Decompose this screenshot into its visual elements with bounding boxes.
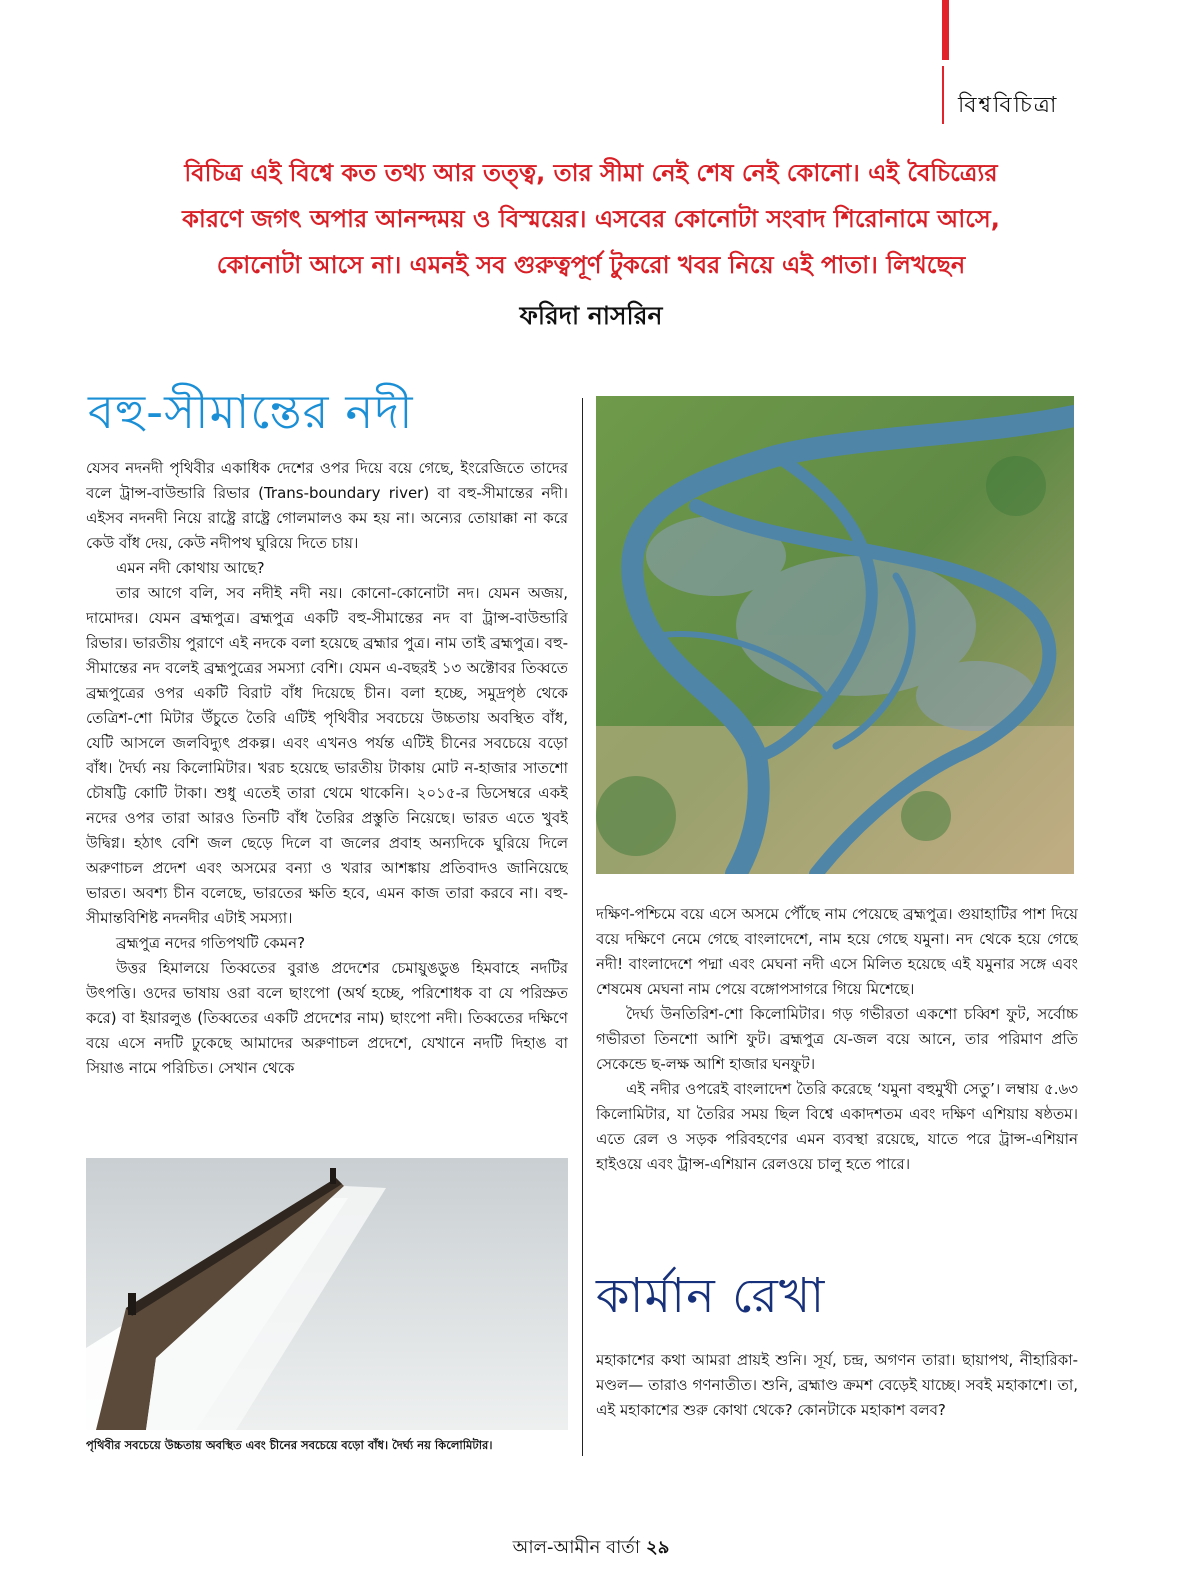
header-red-bar bbox=[942, 0, 949, 60]
dam-photo bbox=[86, 1158, 568, 1430]
article-body-right bbox=[596, 902, 1078, 1232]
paragraph: এই নদীর ওপরেই বাংলাদেশ তৈরি করেছে ‘যমুনা বহুমুখী সেতু’। লম্বায় ৫.৬৩ কিলোমিটার, যা তৈরির সময় ছিল বিশ্বে একাদশতম এবং দক্ষিণ এশিয়ায় ষষ্ঠতম। এতে রেল ও সড়ক পরিবহণের এমন ব্যবস্থা রয়েছে, যাতে পরে ট্রান্স-এশিয়ান হাইওয়ে এবং ট্রান্স-এশিয়ান রেলওয়ে চালু হতে পারে। bbox=[596, 1080, 1078, 1173]
article-title-river: বহু-সীমান্তের নদী bbox=[88, 385, 414, 440]
page-number: ২৯ bbox=[646, 1537, 670, 1558]
author-name: ফরিদা নাসরিন bbox=[519, 301, 663, 330]
article-title-karman: কার্মান রেখা bbox=[596, 1268, 826, 1324]
article-body-left bbox=[86, 456, 568, 1161]
column-divider bbox=[582, 398, 583, 1456]
subheading: ব্রহ্মপুত্র নদের গতিপথটি কেমন? bbox=[116, 934, 306, 952]
magazine-name: আল-আমীন বার্তা bbox=[512, 1537, 641, 1558]
article-body-karman bbox=[596, 1348, 1078, 1458]
intro-line: বিচিত্র এই বিশ্বে কত তথ্য আর তত্ত্ব, তার সীমা নেই শেষ নেই কোনো। এই বৈচিত্র্যের bbox=[184, 159, 998, 187]
intro-line: কোনোটা আসে না। এমনই সব গুরুত্বপূর্ণ টুকরো খবর নিয়ে এই পাতা। লিখছেন bbox=[216, 251, 966, 279]
intro-blurb bbox=[100, 150, 1082, 288]
paragraph: উত্তর হিমালয়ে তিব্বতের বুরাঙ প্রদেশের চেমায়ুঙডুঙ হিমবাহে নদটির উৎপত্তি। ওদের ভাষায় ওরা বলে ছাংপো (অর্থ হচ্ছে, পরিশোধক বা যে পরিস্রুত করে) বা ইয়ারলুঙ (তিব্বতের একটি প্রদেশের নাম) ছাংপো নদী। তিব্বতের দক্ষিণে বয়ে এসে নদটি ঢুকেছে আমাদের অরুণাচল প্রদেশে, যেখানে নদটি দিহাঙ বা সিয়াঙ নামে পরিচিত। সেখান থেকে bbox=[86, 959, 568, 1077]
subheading: এমন নদী কোথায় আছে? bbox=[116, 559, 265, 577]
paragraph: যেসব নদনদী পৃথিবীর একাধিক দেশের ওপর দিয়ে বয়ে গেছে, ইংরেজিতে তাদের বলে ট্রান্স-বাউন্ডারি রিভার (Trans-boundary river) বা বহু-সীমান্তের নদী। এইসব নদনদী নিয়ে রাষ্ট্রে রাষ্ট্রে গোলমালও কম হয় না। অন্যের তোয়াক্কা না করে কেউ বাঁধ দেয়, কেউ নদীপথ ঘুরিয়ে দিতে চায়। bbox=[86, 459, 568, 552]
river-satellite-image bbox=[596, 396, 1074, 874]
paragraph: মহাকাশের কথা আমরা প্রায়ই শুনি। সূর্য, চন্দ্র, অগণন তারা। ছায়াপথ, নীহারিকা-মণ্ডল— তারাও গণনাতীত। শুনি, ব্রহ্মাণ্ড ক্রমশ বেড়েই যাচ্ছে। সবই মহাকাশে। তা, এই মহাকাশের শুরু কোথা থেকে? কোনটাকে মহাকাশ বলব? bbox=[596, 1351, 1078, 1419]
page-footer bbox=[0, 1533, 1182, 1564]
paragraph: দক্ষিণ-পশ্চিমে বয়ে এসে অসমে পৌঁছে নাম পেয়েছে ব্রহ্মপুত্র। গুয়াহাটির পাশ দিয়ে বয়ে দক্ষিণে নেমে গেছে বাংলাদেশে, নাম হয়ে গেছে যমুনা। নদ থেকে হয়ে গেছে নদী! বাংলাদেশে পদ্মা এবং মেঘনা নদী এসে মিলিত হয়েছে এই যমুনার সঙ্গে এবং শেষমেষ মেঘনা নাম পেয়ে বঙ্গোপসাগরে গিয়ে মিশেছে। bbox=[596, 905, 1078, 998]
paragraph: দৈর্ঘ্য উনতিরিশ-শো কিলোমিটার। গড় গভীরতা একশো চব্বিশ ফুট, সর্বোচ্চ গভীরতা তিনশো আশি ফুট। ব্রহ্মপুত্র যে-জল বয়ে আনে, তার পরিমাণ প্রতি সেকেন্ডে ছ-লক্ষ আশি হাজার ঘনফুট। bbox=[596, 1005, 1078, 1073]
header-rule bbox=[942, 66, 944, 124]
dam-caption: পৃথিবীর সবচেয়ে উচ্চতায় অবস্থিত এবং চীনের সবচেয়ে বড়ো বাঁধ। দৈর্ঘ্য নয় কিলোমিটার। bbox=[86, 1438, 493, 1452]
intro-line: কারণে জগৎ অপার আনন্দময় ও বিস্ময়ের। এসবের কোনোটা সংবাদ শিরোনামে আসে, bbox=[182, 205, 1000, 233]
section-label: বিশ্ববিচিত্রা bbox=[958, 93, 1059, 118]
paragraph: তার আগে বলি, সব নদীই নদী নয়। কোনো-কোনোটা নদ। যেমন অজয়, দামোদর। যেমন ব্রহ্মপুত্র। ব্রহ্মপুত্র একটি বহু-সীমান্তের নদ বা ট্রান্স-বাউন্ডারি রিভার। ভারতীয় পুরাণে এই নদকে বলা হয়েছে ব্রহ্মার পুত্র। নাম তাই ব্রহ্মপুত্র। বহু-সীমান্তের নদ বলেই ব্রহ্মপুত্রের সমস্যা বেশি। যেমন এ-বছরই ১৩ অক্টোবর তিব্বতে ব্রহ্মপুত্রের ওপর একটি বিরাট বাঁধ দিয়েছে চীন। বলা হচ্ছে, সমুদ্রপৃষ্ঠ থেকে তেত্রিশ-শো মিটার উঁচুতে তৈরি এটিই পৃথিবীর সবচেয়ে উচ্চতায় অবস্থিত বাঁধ, যেটি আসলে জলবিদ্যুৎ প্রকল্প। এবং এখনও পর্যন্ত এটিই চীনের সবচেয়ে বড়ো বাঁধ। দৈর্ঘ্য নয় কিলোমিটার। খরচ হয়েছে ভারতীয় টাকায় মোট ন-হাজার সাতশো চৌষট্টি কোটি টাকা। শুধু এতেই তারা থেমে থাকেনি। ২০১৫-র ডিসেম্বরে একই নদের ওপর তারা আরও তিনটি বাঁধ তৈরির প্রস্তুতি নিয়েছে। ভারত এতে খুবই উদ্বিগ্ন। হঠাৎ বেশি জল ছেড়ে দিলে বা জলের প্রবাহ অন্যদিকে ঘুরিয়ে দিলে অরুণাচল প্রদেশ এবং অসমের বন্যা ও খরার আশঙ্কায় প্রতিবাদও জানিয়েছে ভারত। অবশ্য চীন বলেছে, ভারতের ক্ষতি হবে, এমন কাজ তারা করবে না। বহু-সীমান্তবিশিষ্ট নদনদীর এটাই সমস্যা। bbox=[86, 584, 568, 927]
